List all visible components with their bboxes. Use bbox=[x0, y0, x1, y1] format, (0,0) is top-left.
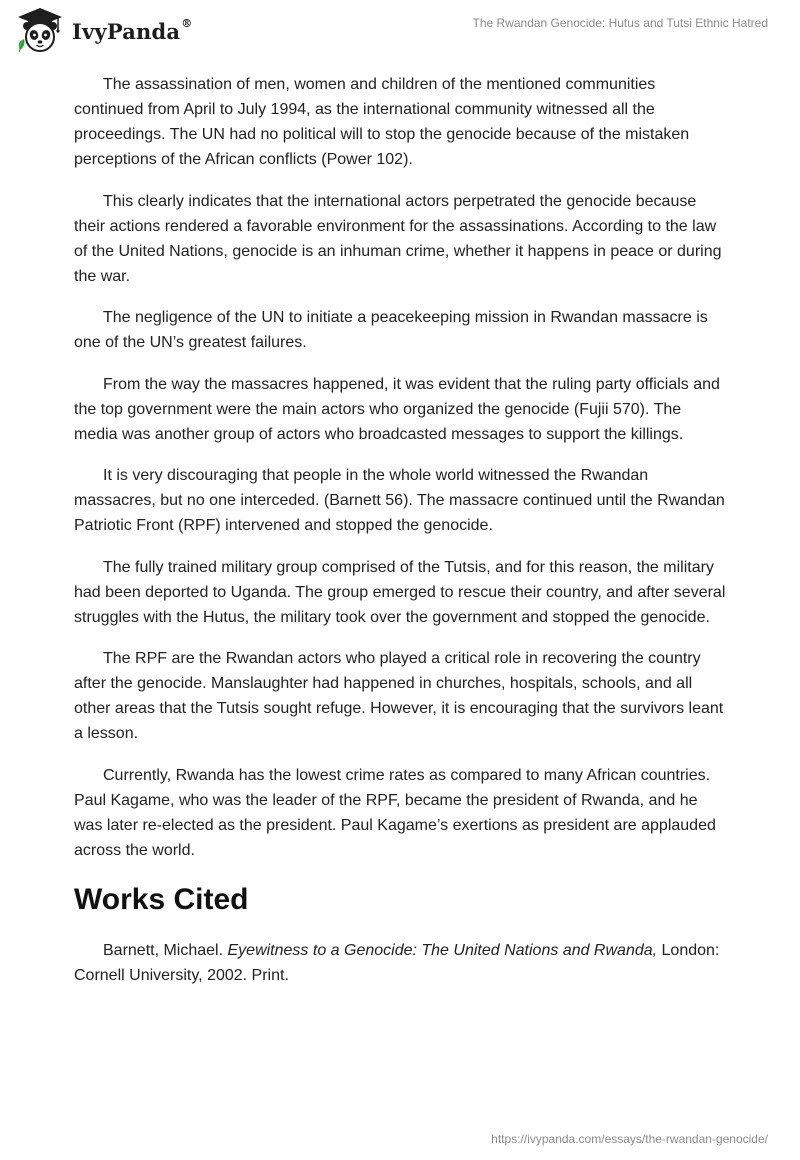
paragraph: From the way the massacres happened, it was evident that the ruling party officials and the top government were the main actors who organized the genocide (Fujii 570). The media was another group of actors who broadcasted messages to support the killings. bbox=[74, 375, 720, 443]
citation-title: Eyewitness to a Genocide: The United Nations and Rwanda, bbox=[227, 941, 658, 959]
page-header bbox=[0, 0, 800, 60]
paragraph: The RPF are the Rwandan actors who played a critical role in recovering the country after the genocide. Manslaughter had happened in churches, hospitals, schools, and all other areas that the Tutsis sought refuge. However, it is encouraging that the survivors leant a lesson. bbox=[74, 650, 724, 742]
paragraph: It is very discouraging that people in the whole world witnessed the Rwandan massacres, but no one interceded. (Barnett 56). The massacre continued until the Rwandan Patriotic Front (RPF) intervened and stopped the genocide. bbox=[74, 467, 725, 534]
works-cited-heading: Works Cited bbox=[74, 882, 249, 916]
paragraph: This clearly indicates that the international actors perpetrated the genocide because their actions rendered a favorable environment for the assassinations. According to the law of the United Nations, genocide is an inhuman crime, whether it happens in peace or during the war. bbox=[74, 192, 722, 285]
ivypanda-logo[interactable] bbox=[14, 6, 192, 56]
document-title: The Rwandan Genocide: Hutus and Tutsi Ethnic Hatred bbox=[472, 16, 768, 30]
paragraph: The fully trained military group comprised of the Tutsis, and for this reason, the military had been deported to Uganda. The group emerged to rescue their country, and after several struggles with the Hutus, the military took over the government and stopped the genocide. bbox=[74, 558, 726, 626]
panda-graduate-icon bbox=[14, 6, 66, 56]
paragraph: The assassination of men, women and children of the mentioned communities continued from April to July 1994, as the international community witnessed all the proceedings. The UN had no political will to stop the genocide because of the mistaken perceptions of the African conflicts (Power 102). bbox=[74, 76, 690, 168]
paragraph: The negligence of the UN to initiate a peacekeeping mission in Rwandan massacre is one of the UN’s greatest failures. bbox=[74, 309, 708, 351]
logo-wordmark: IvyPanda® bbox=[72, 16, 193, 44]
citation-author: Barnett, Michael. bbox=[103, 941, 228, 959]
citation-entry bbox=[74, 938, 726, 988]
citation-publisher: London: Cornell University, 2002. Print. bbox=[74, 941, 720, 984]
source-url[interactable]: https://ivypanda.com/essays/the-rwandan-genocide/ bbox=[491, 1132, 768, 1146]
paragraph: Currently, Rwanda has the lowest crime rates as compared to many African countries. Paul Kagame, who was the leader of the RPF, became the president of Rwanda, and he was later re-elected as the president. Paul Kagame’s exertions as president are applauded across the world. bbox=[74, 766, 716, 859]
essay-body bbox=[74, 72, 726, 1004]
